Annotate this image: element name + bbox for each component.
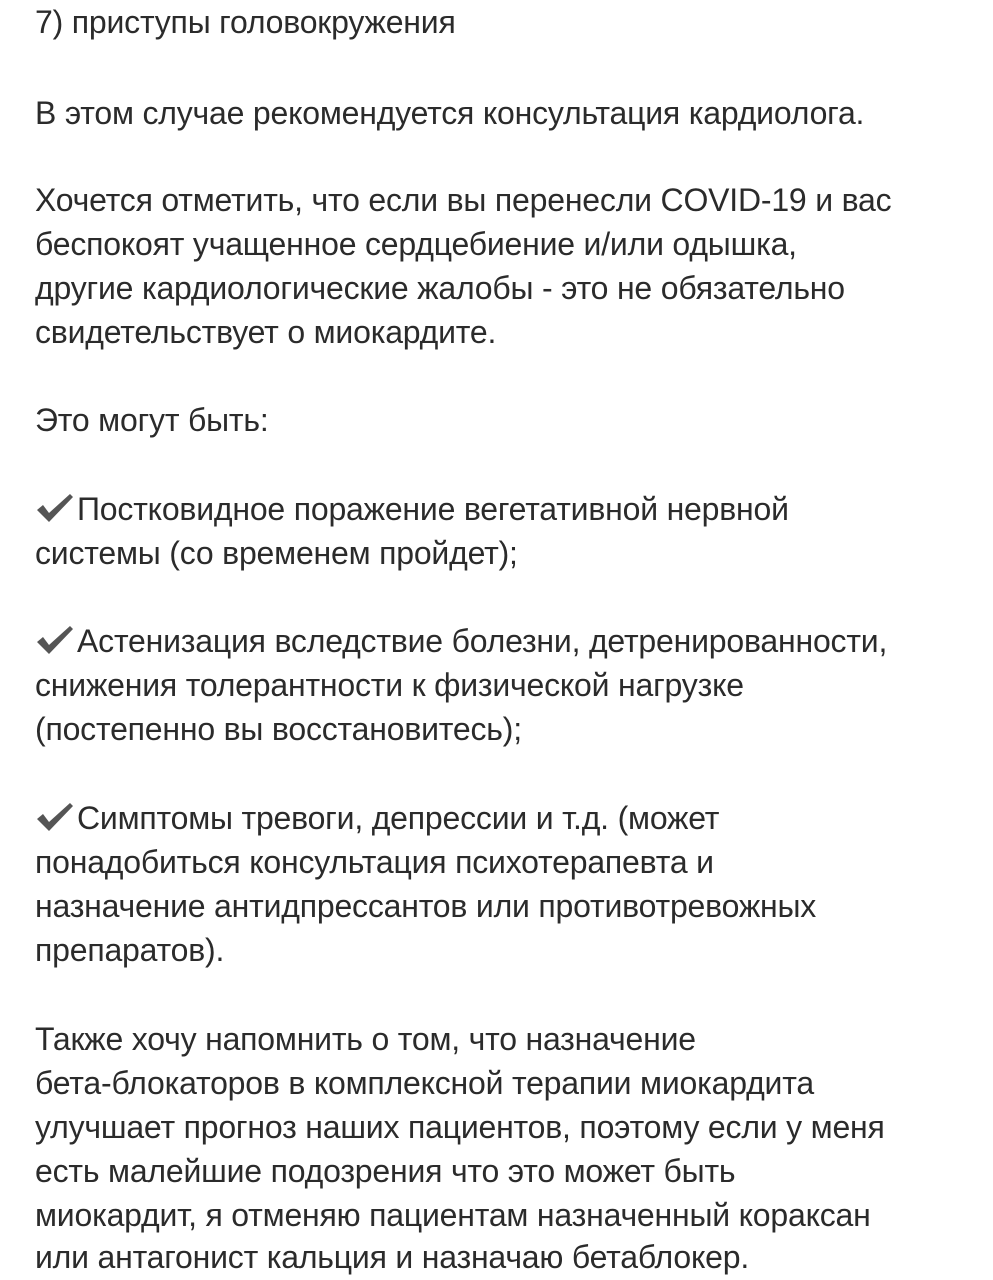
paragraph-may-be: Это могут быть: [35,402,269,438]
list-item-7: 7) приступы головокружения [35,4,456,40]
checklist-item-3-line-3: назначение антидпрессантов или противотревожных [35,888,817,924]
checklist-item-1-line-2: системы (со временем пройдет); [35,535,518,571]
checklist-item-3-line-2: понадобиться консультация психотерапевта и [35,844,714,880]
checklist-item-2-line-2: снижения толерантности к физической нагрузке [35,667,744,703]
paragraph-covid-line-2: беспокоят учащенное сердцебиение и/или одышка, [35,226,797,262]
paragraph-beta-blockers-line-3: улучшает прогноз наших пациентов, поэтому если у меня [35,1109,885,1145]
paragraph-cardiologist: В этом случае рекомендуется консультация кардиолога. [35,95,865,131]
checklist-item-2-line-1: Астенизация вследствие болезни, детренированности, [35,621,887,661]
checklist-item-1-line-1: Постковидное поражение вегетативной нервной [35,489,789,529]
heavy-check-mark-icon [35,624,75,656]
paragraph-covid-line-3: другие кардиологические жалобы - это не обязательно [35,270,845,306]
paragraph-beta-blockers-line-4: есть малейшие подозрения что это может быть [35,1153,736,1189]
paragraph-beta-blockers-line-1: Также хочу напомнить о том, что назначение [35,1021,696,1057]
paragraph-beta-blockers-line-5: миокардит, я отменяю пациентам назначенный кораксан [35,1197,871,1233]
checklist-item-2-line-3: (постепенно вы восстановитесь); [35,711,522,747]
checklist-item-3-line-4: препаратов). [35,932,225,968]
paragraph-covid-line-4: свидетельствует о миокардите. [35,314,497,350]
heavy-check-mark-icon [35,801,75,833]
checklist-item-3-line-1: Симптомы тревоги, депрессии и т.д. (может [35,798,719,838]
paragraph-covid-line-1: Хочется отметить, что если вы перенесли COVID-19 и вас [35,182,892,218]
paragraph-beta-blockers-line-6: или антагонист кальция и назначаю бетаблокер. [35,1239,750,1275]
paragraph-beta-blockers-line-2: бета-блокаторов в комплексной терапии миокардита [35,1065,814,1101]
heavy-check-mark-icon [35,492,75,524]
